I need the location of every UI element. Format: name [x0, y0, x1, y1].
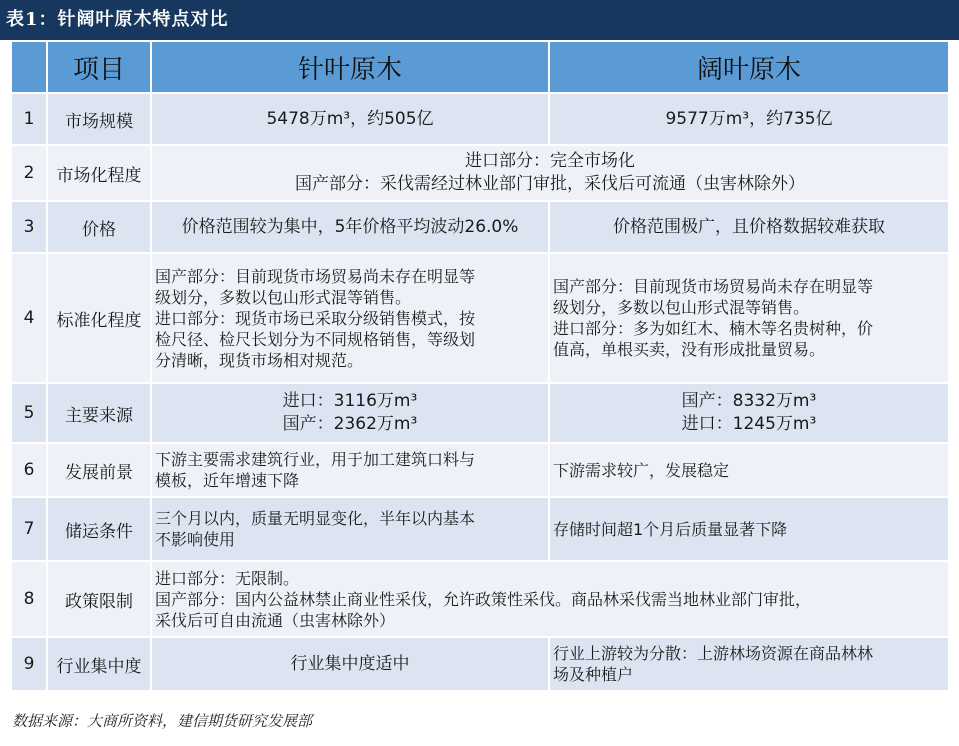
- row-item: 主要来源: [48, 384, 150, 442]
- cell-line: 下游需求较广，发展稳定: [553, 460, 730, 480]
- conifer-cell: [152, 202, 548, 252]
- row-number: 1: [12, 94, 46, 144]
- broadleaf-cell: [550, 94, 948, 144]
- cell-line: 场及种植户: [553, 665, 634, 684]
- cell-line: 值高，单根买卖，没有形成批量贸易。: [553, 340, 826, 359]
- table-row: [12, 254, 948, 382]
- cell-line: 级划分，多数以包山形式混等销售。: [553, 298, 810, 317]
- table-row: [12, 638, 948, 690]
- row-number: 8: [12, 562, 46, 636]
- cell-line: 进口：1245万m³: [681, 414, 817, 434]
- cell-line: 国产：2362万m³: [282, 414, 418, 434]
- row-item: 政策限制: [48, 562, 150, 636]
- row-number: 5: [12, 384, 46, 442]
- row-item: 发展前景: [48, 444, 150, 496]
- conifer-cell: [152, 638, 548, 690]
- cell-line: 9577万m³，约735亿: [665, 108, 833, 129]
- table-row: [12, 146, 948, 200]
- cell-line: 下游主要需求建筑行业，用于加工建筑口料与: [155, 450, 476, 469]
- source-note: 数据来源：大商所资料，建信期货研究发展部: [12, 712, 313, 730]
- cell-line: 不影响使用: [155, 530, 236, 549]
- broadleaf-cell: [550, 384, 948, 442]
- cell-line: 国产部分：采伐需经过林业部门审批，采伐后可流通（虫害林除外）: [295, 174, 805, 194]
- conifer-cell: [152, 444, 548, 496]
- row-number: 7: [12, 498, 46, 560]
- row-number: 9: [12, 638, 46, 690]
- row-number: 3: [12, 202, 46, 252]
- table-row: [12, 498, 948, 560]
- cell-line: 存储时间超1个月后质量显著下降: [553, 519, 788, 539]
- conifer-cell: [152, 94, 548, 144]
- broadleaf-cell: [550, 498, 948, 560]
- cell-line: 国产部分：目前现货市场贸易尚未存在明显等: [155, 266, 476, 286]
- conifer-cell: [152, 498, 548, 560]
- row-number: 4: [12, 254, 46, 382]
- title-bar: [0, 0, 959, 40]
- cell-line: 级划分，多数以包山形式混等销售。: [155, 287, 412, 307]
- table-title: 表1：针阔叶原木特点对比: [6, 9, 229, 30]
- cell-line: 行业集中度适中: [290, 653, 410, 674]
- cell-line: 模板，近年增速下降: [155, 471, 300, 490]
- cell-line: 进口部分：无限制。: [155, 568, 300, 588]
- cell-line: 价格范围极广，且价格数据较难获取: [613, 216, 885, 237]
- cell-line: 分清晰，现货市场相对规范。: [155, 350, 364, 370]
- conifer-cell: [152, 254, 548, 382]
- cell-line: 进口部分：完全市场化: [465, 151, 635, 171]
- cell-line: 国产部分：国内公益林禁止商业性采伐，允许政策性采伐。商品林采伐需当地林业部门审批，: [155, 589, 812, 609]
- row-item: 储运条件: [48, 498, 150, 560]
- broadleaf-cell: [550, 254, 948, 382]
- broadleaf-cell: [550, 202, 948, 252]
- row-item: 价格: [48, 202, 150, 252]
- row-item: 行业集中度: [48, 638, 150, 690]
- header-blank: [12, 42, 46, 92]
- row-number: 6: [12, 444, 46, 496]
- header-row: [12, 42, 948, 92]
- cell-line: 行业上游较为分散：上游林场资源在商品林林: [553, 644, 874, 663]
- broadleaf-cell: [550, 444, 948, 496]
- table-row: [12, 444, 948, 496]
- cell-line: 采伐后可自由流通（虫害林除外）: [155, 610, 396, 630]
- cell-line: 进口部分：多为如红木、楠木等名贵树种，价: [553, 319, 874, 338]
- cell-line: 国产部分：目前现货市场贸易尚未存在明显等: [553, 277, 874, 296]
- cell-line: 国产：8332万m³: [681, 391, 817, 411]
- merged-cell: [152, 562, 948, 636]
- header-broadleaf: 阔叶原木: [550, 42, 948, 92]
- comparison-table: [10, 40, 950, 692]
- table-row: [12, 562, 948, 636]
- table-row: [12, 384, 948, 442]
- table-row: [12, 202, 948, 252]
- header-conifer: 针叶原木: [152, 42, 548, 92]
- row-item: 市场规模: [48, 94, 150, 144]
- cell-line: 5478万m³，约505亿: [266, 108, 434, 129]
- cell-line: 进口部分：现货市场已采取分级销售模式，按: [155, 308, 476, 328]
- row-item: 标准化程度: [48, 254, 150, 382]
- cell-line: 检尺径、检尺长划分为不同规格销售，等级划: [155, 329, 476, 349]
- cell-line: 三个月以内，质量无明显变化，半年以内基本: [155, 509, 476, 528]
- row-number: 2: [12, 146, 46, 200]
- table-row: [12, 94, 948, 144]
- conifer-cell: [152, 384, 548, 442]
- row-item: 市场化程度: [48, 146, 150, 200]
- merged-cell: [152, 146, 948, 200]
- header-item: 项目: [48, 42, 150, 92]
- cell-line: 价格范围较为集中，5年价格平均波动26.0%: [181, 216, 519, 237]
- broadleaf-cell: [550, 638, 948, 690]
- cell-line: 进口：3116万m³: [282, 391, 418, 411]
